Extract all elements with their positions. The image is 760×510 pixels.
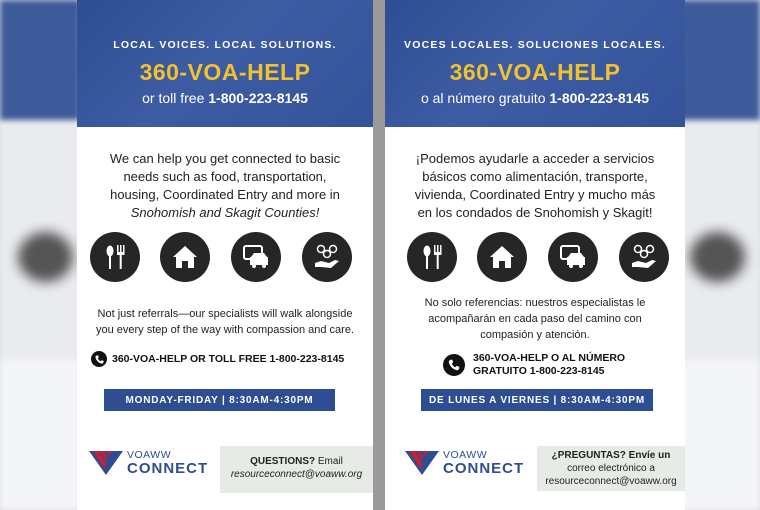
tollfree-line	[385, 90, 685, 106]
hotline-number: 360-VOA-HELP	[449, 59, 621, 85]
background-blur-left	[18, 232, 73, 282]
questions-box	[220, 446, 373, 493]
care-services-icon	[302, 232, 352, 282]
header-english	[77, 0, 373, 127]
voaww-logo-mark	[405, 447, 439, 477]
contact-email[interactable]: resourceconnect@voaww.org	[545, 476, 677, 487]
support-text	[89, 306, 361, 338]
call-line	[91, 351, 344, 367]
support-line: No solo referencias: nuestros especialistas le	[424, 297, 646, 309]
tagline: LOCAL VOICES. LOCAL SOLUTIONS.	[113, 39, 337, 51]
hours-bar: DE LUNES A VIERNES | 8:30AM-4:30PM	[421, 389, 653, 411]
call-line	[443, 352, 625, 378]
card-divider	[373, 0, 385, 510]
contact-email[interactable]: resourceconnect@voaww.org	[230, 469, 363, 480]
call-line-text: GRATUITO 1-800-223-8145	[473, 365, 605, 377]
food-icon	[407, 232, 457, 282]
support-line: acompañarán en cada paso del camino con	[428, 313, 642, 325]
transportation-icon	[548, 232, 598, 282]
house-icon	[160, 232, 210, 282]
call-line-text: 360-VOA-HELP OR TOLL FREE 1-800-223-8145	[112, 353, 345, 365]
intro-line: needs such as food, transportation,	[123, 169, 327, 184]
food-icon	[90, 232, 140, 282]
questions-line: ¿PREGUNTAS? Envíe un	[551, 450, 671, 461]
phone-icon	[443, 354, 465, 376]
flyer-english	[77, 0, 373, 510]
call-line-text: 360-VOA-HELP O AL NÚMERO	[473, 352, 626, 364]
tollfree-number: 1-800-223-8145	[549, 90, 650, 106]
support-line: compasión y atención.	[480, 329, 590, 341]
tollfree-line	[77, 90, 373, 106]
tagline: VOCES LOCALES. SOLUCIONES LOCALES.	[404, 39, 666, 51]
voaww-logo-mark	[89, 447, 123, 477]
voaww-connect-logo	[405, 447, 524, 477]
support-text	[397, 295, 673, 343]
phone-icon	[91, 351, 107, 367]
care-services-icon	[619, 232, 669, 282]
intro-text	[91, 150, 359, 222]
house-icon	[477, 232, 527, 282]
tollfree-prefix: o al número gratuito	[420, 90, 546, 106]
intro-line: básicos como alimentación, transporte,	[422, 169, 648, 184]
flyer-spanish	[385, 0, 685, 510]
questions-label: QUESTIONS?	[250, 456, 316, 467]
logo-connect: CONNECT	[443, 460, 525, 477]
logo-voaww: VOAWW	[127, 449, 172, 461]
intro-line: We can help you get connected to basic	[109, 151, 341, 166]
intro-line: ¡Podemos ayudarle a acceder a servicios	[415, 151, 655, 166]
logo-connect: CONNECT	[127, 460, 209, 477]
intro-line: vivienda, Coordinated Entry y mucho más	[414, 187, 656, 202]
service-icons	[77, 232, 373, 282]
intro-line: housing, Coordinated Entry and more in	[110, 187, 340, 202]
logo-voaww: VOAWW	[443, 449, 488, 461]
tollfree-prefix: or toll free	[142, 90, 205, 106]
header-spanish	[385, 0, 685, 127]
background-blur-right	[690, 232, 745, 282]
hours-bar: MONDAY-FRIDAY | 8:30AM-4:30PM	[104, 389, 335, 411]
intro-line: en los condados de Snohomish y Skagit!	[417, 205, 653, 220]
support-line: you every step of the way with compassion and care.	[95, 324, 355, 336]
service-icons	[385, 232, 685, 282]
voaww-connect-logo	[89, 447, 208, 477]
tollfree-number: 1-800-223-8145	[208, 90, 308, 106]
questions-box	[537, 446, 685, 491]
hotline-number: 360-VOA-HELP	[139, 59, 311, 85]
questions-line: correo electrónico a	[567, 463, 655, 474]
support-line: Not just referrals—our specialists will walk alongside	[97, 308, 353, 320]
questions-email-label: Email	[315, 456, 343, 467]
transportation-icon	[231, 232, 281, 282]
intro-counties: Snohomish and Skagit Counties!	[130, 205, 320, 220]
intro-text	[399, 150, 671, 222]
